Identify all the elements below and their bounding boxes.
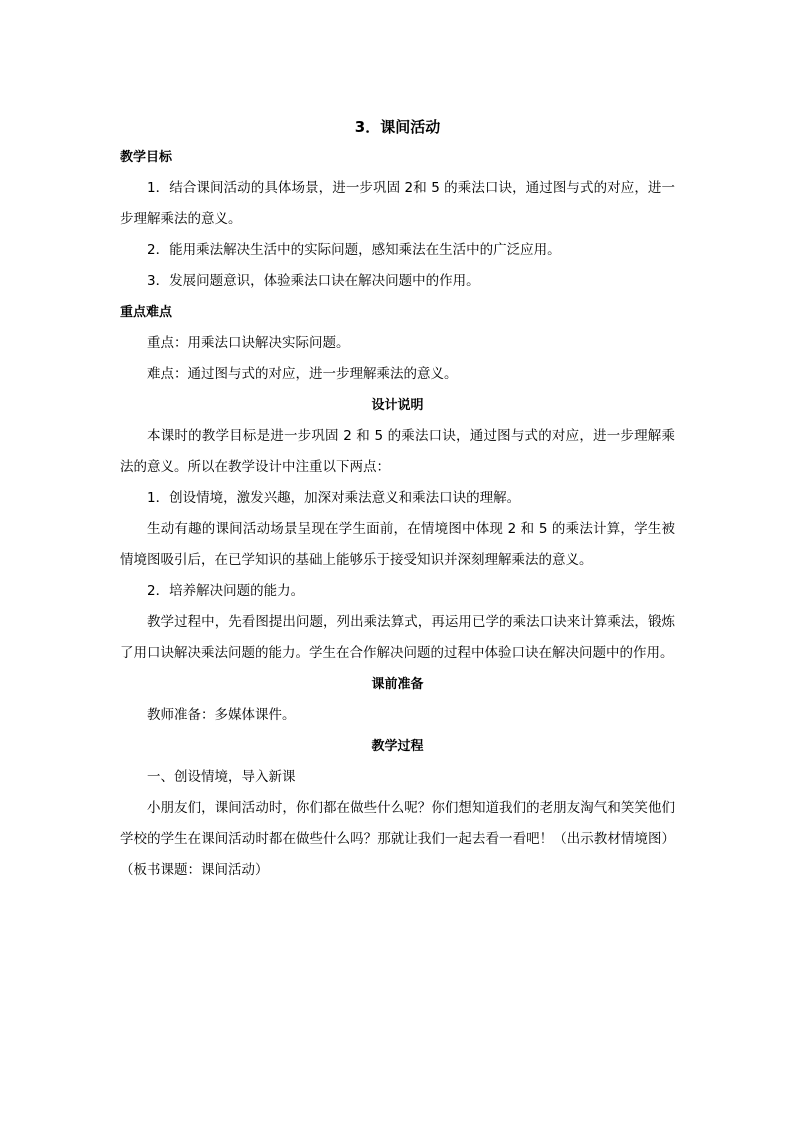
section-heading: 设计说明: [371, 398, 424, 413]
section-preparation: [120, 669, 675, 731]
paragraph: 1．结合课间活动的具体场景，进一步巩固 2和 5 的乘法口诀，通过图与式的对应，进一步理解乘法的意义。: [120, 180, 675, 227]
section-teaching-process: [120, 731, 675, 886]
section-design-notes: [120, 390, 675, 669]
section-heading: 重点难点: [120, 305, 173, 320]
section-heading: 教学过程: [371, 739, 424, 754]
paragraph: 教师准备：多媒体课件。: [147, 707, 296, 723]
section-heading: 教学目标: [120, 150, 173, 165]
paragraph: 难点：通过图与式的对应，进一步理解乘法的意义。: [147, 366, 458, 382]
paragraph: 2．培养解决问题的能力。: [147, 583, 305, 599]
paragraph: 重点：用乘法口诀解决实际问题。: [147, 335, 350, 351]
section-teaching-goals: [120, 142, 675, 297]
paragraph: 教学过程中，先看图提出问题，列出乘法算式，再运用已学的乘法口诀来计算乘法，锻炼了用口诀解决乘法问题的能力。学生在合作解决问题的过程中体验口诀在解决问题中的作用。: [120, 614, 675, 661]
paragraph: 一、创设情境，导入新课: [147, 769, 296, 785]
paragraph: 本课时的教学目标是进一步巩固 2 和 5 的乘法口诀，通过图与式的对应，进一步理解乘法的意义。所以在教学设计中注重以下两点：: [120, 428, 675, 475]
paragraph: 小朋友们，课间活动时，你们都在做些什么呢？你们想知道我们的老朋友淘气和笑笑他们学校的学生在课间活动时都在做些什么吗？那就让我们一起去看一看吧！（出示教材情境图）（板书课题：课间活动）: [120, 800, 675, 878]
document-body: [120, 112, 675, 886]
paragraph: 1．创设情境，激发兴趣，加深对乘法意义和乘法口诀的理解。: [147, 490, 521, 506]
paragraph: 生动有趣的课间活动场景呈现在学生面前，在情境图中体现 2 和 5 的乘法计算，学生被情境图吸引后，在已学知识的基础上能够乐于接受知识并深刻理解乘法的意义。: [120, 521, 675, 568]
section-key-points: [120, 297, 675, 390]
section-heading: 课前准备: [371, 677, 424, 692]
paragraph: 2．能用乘法解决生活中的实际问题，感知乘法在生活中的广泛应用。: [147, 242, 561, 258]
paragraph: 3．发展问题意识，体验乘法口诀在解决问题中的作用。: [147, 273, 480, 289]
page-title: 3．课间活动: [354, 118, 441, 136]
